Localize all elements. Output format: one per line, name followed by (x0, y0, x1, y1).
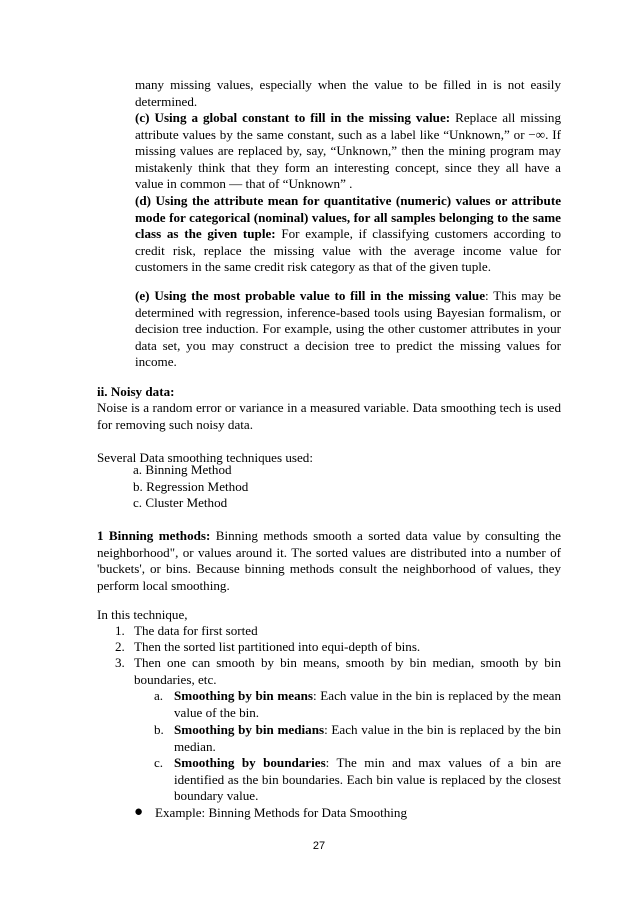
techniques-list (133, 462, 433, 512)
bullet-icon: ● (134, 804, 144, 820)
noisy-text: Noise is a random error or variance in a measured variable. Data smoothing tech is used for removing such noisy data. (97, 400, 561, 432)
step-number: 1. (115, 623, 125, 638)
techniques-intro-text: Several Data smoothing techniques used: (97, 450, 313, 465)
substep-letter: c. (154, 755, 164, 770)
substep-text (174, 722, 561, 755)
item-e-text: : This may be determined with regression, inference-based tools using Bayesian formalism, or decision tree induction. For example, using the other customer attributes in your data set, you may construct a decision tree to predict the missing values for income. (135, 288, 561, 370)
step-text: Then one can smooth by bin means, smooth by bin median, smooth by bin boundaries, etc. (134, 655, 561, 687)
list-item: b. Regression Method (133, 478, 249, 494)
step-text: The data for first sorted (134, 623, 258, 638)
item-c-paragraph (135, 110, 561, 193)
substep-heading: Smoothing by bin means (174, 688, 313, 703)
item-c-text: Replace all missing attribute values by the same constant, such as a label like “Unknown,” or −∞. If missing values are replaced by, say, “Unknown,” then the mining program may mistakenly think that they form an interesting concept, since they all have a value in common — that of “Unknown” . (135, 110, 561, 192)
binning-heading: 1 Binning methods: (97, 528, 211, 543)
substep-text (174, 688, 561, 721)
technique-intro-text: In this technique, (97, 607, 188, 622)
item-c-heading: (c) Using a global constant to fill in the missing value: (135, 110, 451, 125)
substep-body: : Each value in the bin is replaced by the bin median. (174, 722, 561, 754)
list-item (97, 655, 561, 688)
step-number: 2. (115, 639, 125, 654)
list-item (154, 722, 561, 755)
substep-body: : The min and max values of a bin are identified as the bin boundaries. Each bin value is replaced by the closest boundary value. (174, 755, 561, 804)
list-item: c. Cluster Method (133, 495, 228, 511)
item-d-paragraph (135, 193, 561, 276)
item-d-heading: (d) Using the attribute mean for quantitative (numeric) values or attribute mode for categorical (nominal) values, for all samples belonging to the same class as the given tuple: (135, 193, 561, 242)
substep-body: : Each value in the bin is replaced by the mean value of the bin. (174, 688, 562, 720)
substep-letter: a. (154, 688, 164, 703)
list-item (97, 623, 561, 640)
substep-heading: Smoothing by bin medians (174, 722, 325, 737)
technique-intro (97, 607, 561, 624)
item-e-paragraph (135, 288, 561, 371)
noisy-heading: ii. Noisy data: (97, 384, 175, 399)
binning-text: Binning methods smooth a sorted data value by consulting the neighborhood", or values around it. The sorted values are distributed into a number of 'buckets', or bins. Because binning methods consult the neighborhood of values, they perform local smoothing. (97, 528, 561, 593)
bullet-text: Example: Binning Methods for Data Smoothing (155, 805, 408, 820)
bullet-item (133, 805, 563, 822)
substep-text (174, 755, 561, 805)
list-item: a. Binning Method (133, 462, 232, 477)
binning-paragraph (97, 528, 561, 594)
intro-paragraph (135, 77, 561, 110)
page-number: 27 (312, 840, 326, 852)
item-d-text: For example, if classifying customers according to credit risk, replace the missing value with the average income value for customers in the same credit risk category as that of the given tuple. (135, 226, 562, 275)
list-item (154, 755, 561, 805)
noisy-paragraph (97, 400, 561, 433)
substep-heading: Smoothing by boundaries (174, 755, 326, 770)
noisy-heading-line (97, 384, 561, 401)
list-item (97, 639, 561, 656)
list-item (154, 688, 561, 721)
step-text: Then the sorted list partitioned into equi-depth of bins. (134, 639, 421, 654)
item-e-heading: (e) Using the most probable value to fill in the missing value (135, 288, 486, 303)
substep-letter: b. (154, 722, 164, 737)
step-number: 3. (115, 655, 125, 670)
intro-text: many missing values, especially when the value to be filled in is not easily determined. (135, 77, 561, 109)
